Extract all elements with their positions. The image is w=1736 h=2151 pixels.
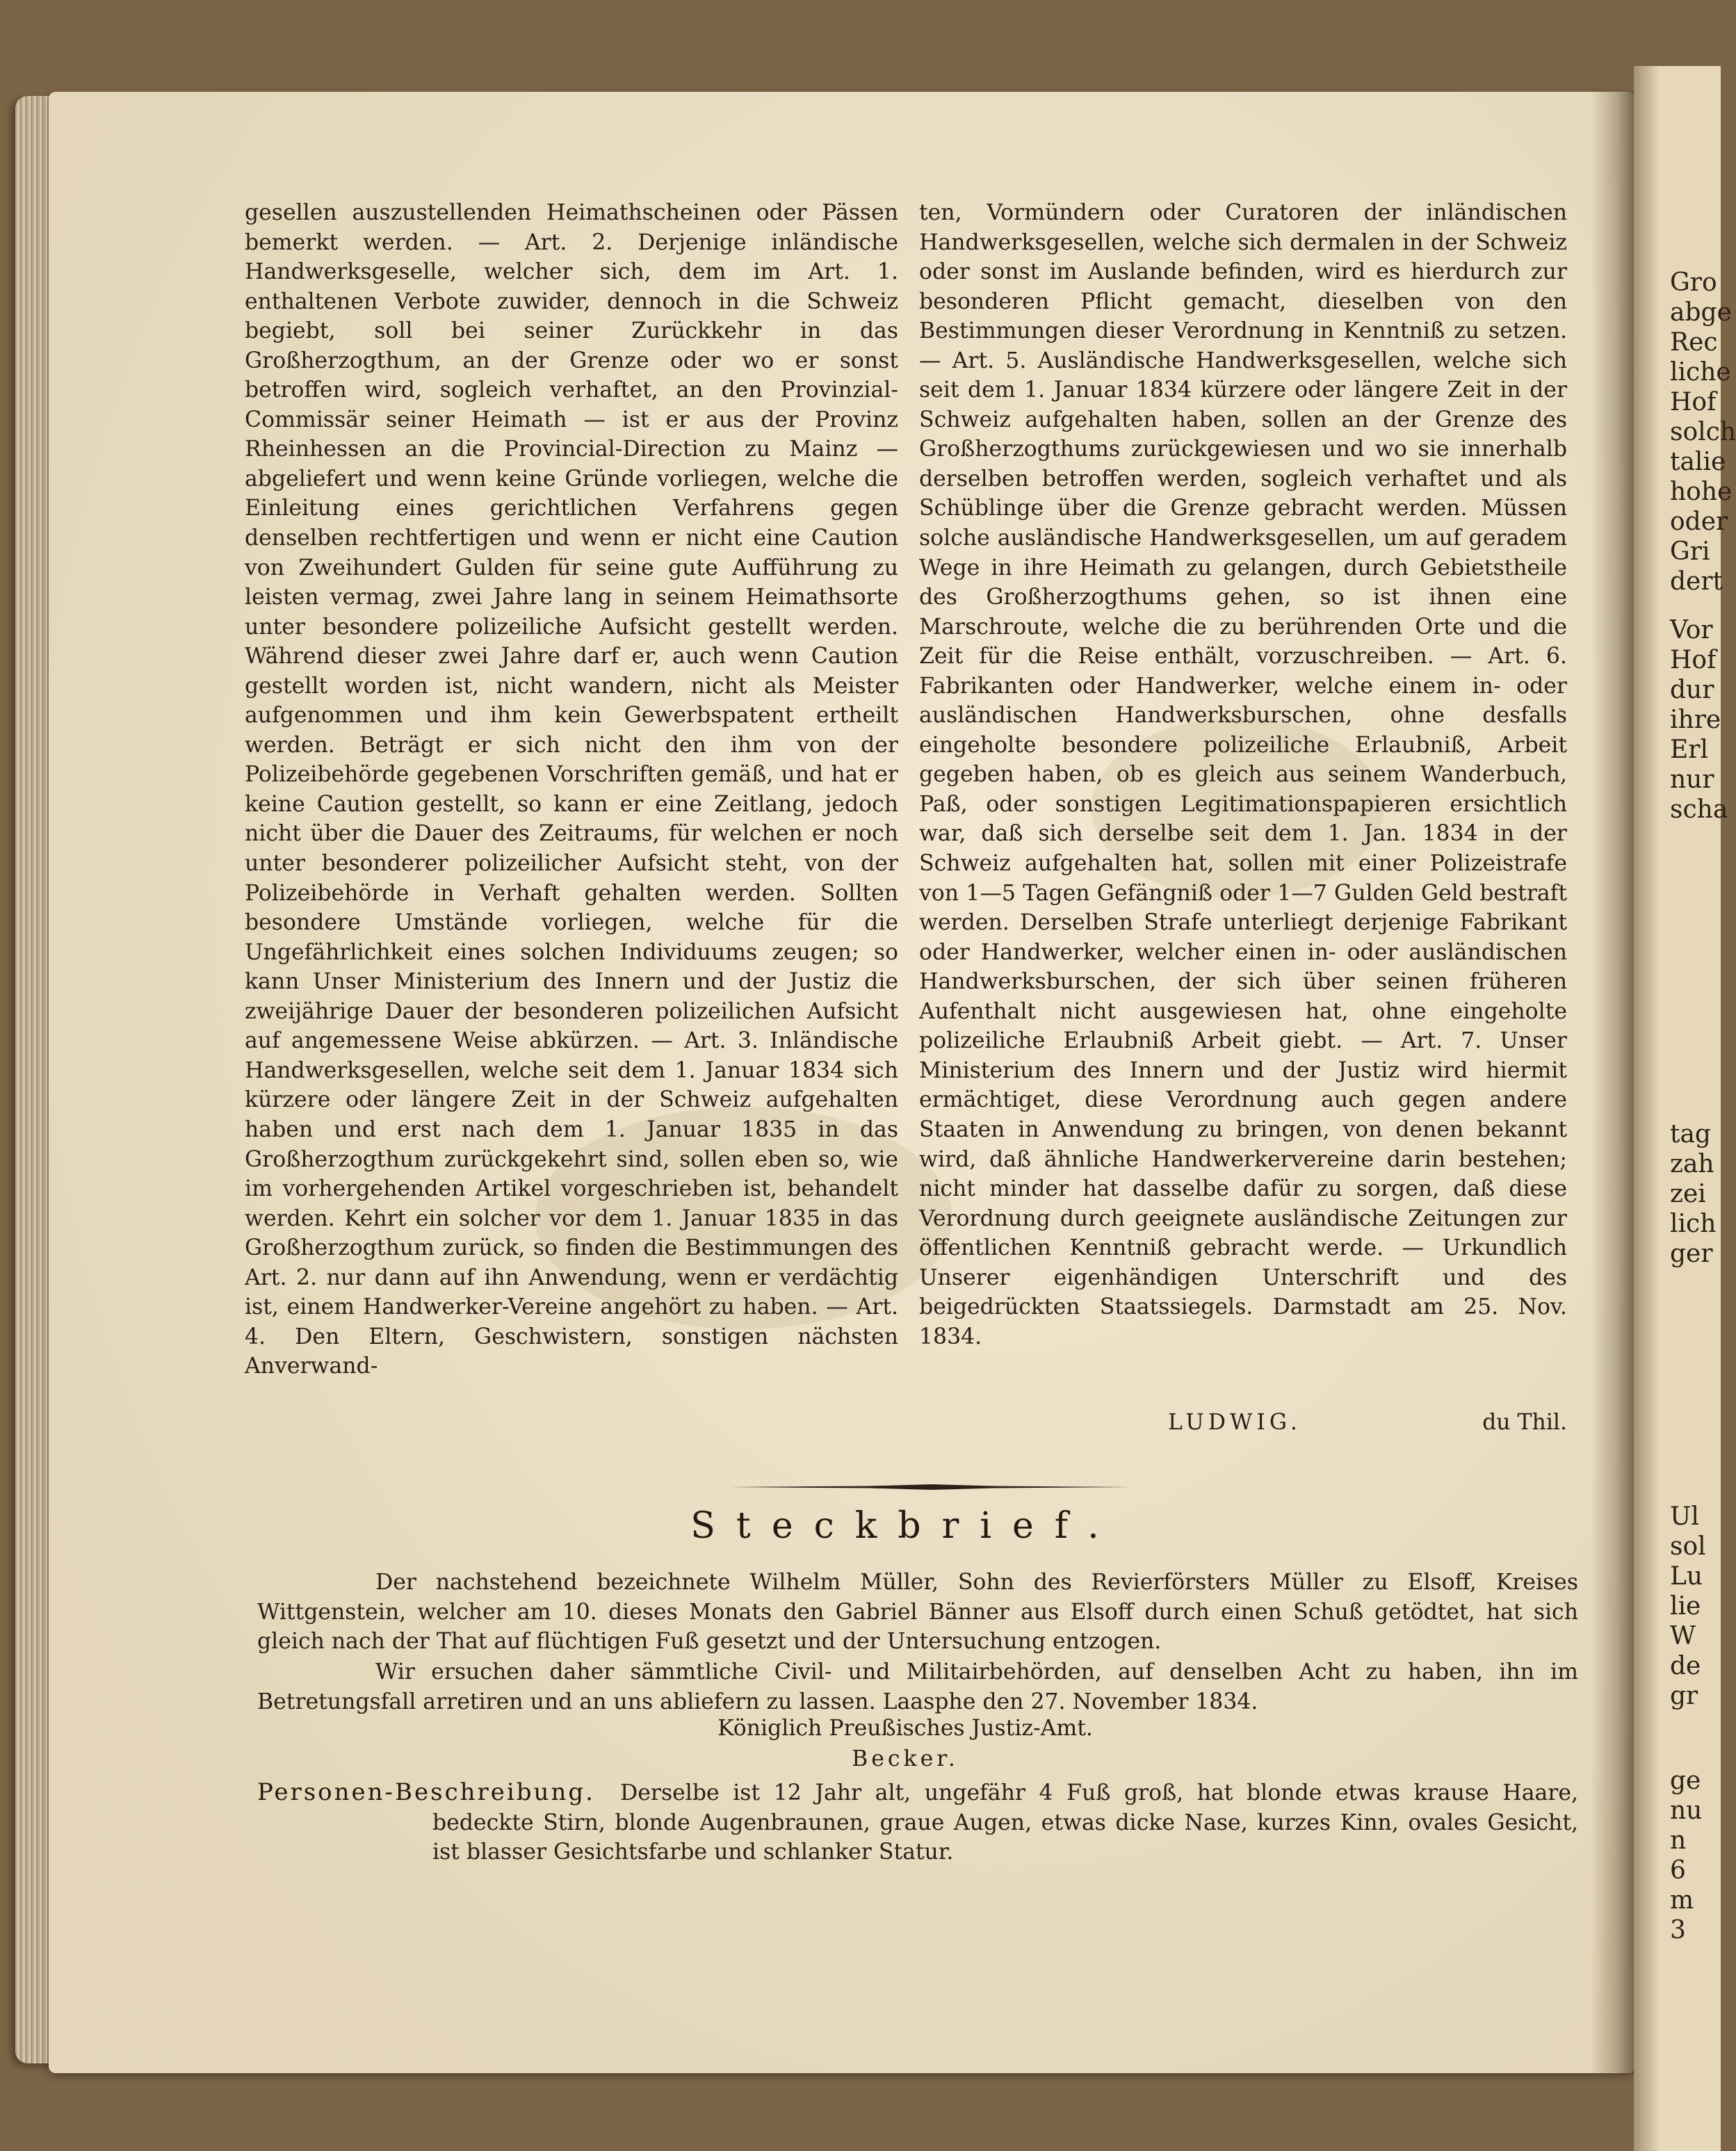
next-page-fragment: abge [1670,298,1732,327]
book-gutter [1591,92,1634,2073]
next-page-fragment: tag [1670,1120,1711,1148]
next-page-fragment: 6 [1670,1856,1686,1885]
next-page-fragment: dert [1670,567,1723,596]
next-page-fragment: nur [1670,765,1714,794]
steckbrief-paragraph-2: Wir ersuchen daher sämmtliche Civil- und Militairbehörden, auf denselben Acht zu haben, ihn im Betretungsfall arretiren und an uns abliefern zu lassen. Laasphe den 27. November 1834. [257,1659,1578,1714]
signature-name: LUDWIG. [1168,1410,1301,1435]
next-page-fragment: ge [1670,1767,1701,1795]
next-page-fragment: liche [1670,358,1731,387]
steckbrief-heading: Steckbrief. [690,1505,1120,1547]
next-page-fragment: gr [1670,1682,1698,1710]
decree-signature [1168,1410,1567,1435]
next-page-fragment: n [1670,1826,1687,1855]
steckbrief-paragraph-1: Der nachstehend bezeichnete Wilhelm Müller, Sohn des Revierförsters Müller zu Elsoff, Kreises Wittgenstein, welcher am 10. dieses Monats den Gabriel Bänner aus Elsoff durch einen Schuß getödtet, hat sich gleich nach der That auf flüchtigen Fuß gesetzt und der Untersuchung entzogen. [257,1570,1578,1654]
next-page-fragment: scha [1670,795,1728,824]
next-page-fragment: hohe [1670,478,1733,506]
steckbrief-signer: Becker. [852,1746,959,1771]
next-page-fragment: Hof [1670,646,1717,674]
next-page-fragment: de [1670,1652,1701,1680]
next-page-fragment: ihre [1670,706,1721,734]
right-column-text: ten, Vormündern oder Curatoren der inländischen Handwerksgesellen, welche sich dermalen in der Schweiz oder sonst im Auslande befinden, wird es hierdurch zur besonderen Pflicht gemacht, dieselben von den Bestimmungen dieser Verordnung in Kenntniß zu setzen. — Art. 5. Ausländische Handwerksgesellen, welche sich seit dem 1. Januar 1834 kürzere oder längere Zeit in der Schweiz aufgehalten haben, sollen an der Grenze des Großherzogthums zurückgewiesen und wo sie innerhalb derselben betroffen werden, sogleich verhaftet und als Schüblinge über die Grenze gebracht werden. Müssen solche ausländische Handwerksgesellen, um auf geradem Wege in ihre Heimath zu gelangen, durch Gebietstheile des Großherzogthums gehen, so ist ihnen eine Marschroute, welche die zu berührenden Orte und die Zeit für die Reise enthält, vorzuschreiben. — Art. 6. Fabrikanten oder Handwerker, welche einem in- oder ausländischen Handwerksburschen, ohne desfalls eingeholte besondere polizeiliche Erlaubniß, Arbeit gegeben haben, ob es gleich aus seinem Wanderbuch, Paß, oder sonstigen Legitimationspapieren ersichtlich war, daß sich derselbe seit dem 1. Jan. 1834 in der Schweiz aufgehalten hat, sollen mit einer Polizeistrafe von 1—5 Tagen Gefängniß oder 1—7 Gulden Geld bestraft werden. Derselben Strafe unterliegt derjenige Fabrikant oder Handwerker, welcher einen in- oder ausländischen Handwerksburschen, der sich über seinen früheren Aufenthalt nicht ausgewiesen hat, ohne eingeholte polizeiliche Erlaubniß Arbeit giebt. — Art. 7. Unser Ministerium des Innern und der Justiz wird hiermit ermächtiget, diese Verordnung auch gegen andere Staaten in Anwendung zu bringen, von denen bekannt wird, daß ähnliche Handwerkervereine darin bestehen; nicht minder hat dasselbe dafür zu sorgen, daß diese Verordnung durch geeignete ausländische Zeitungen zur öffentlichen Kenntniß gebracht werde. — Urkundlich Unserer eigenhändigen Unterschrift und des beigedrückten Staatssiegels. Darmstadt am 25. Nov. 1834. [919,200,1567,1349]
next-page-fragment: Ul [1670,1502,1699,1531]
next-page-fragment: Gri [1670,537,1710,566]
next-page-fragment: m [1670,1886,1694,1915]
next-page-fragment: sol [1670,1532,1706,1561]
next-page-fragment: ger [1670,1240,1713,1268]
next-page-fragment: dur [1670,676,1714,704]
section-divider-rule [730,1484,1133,1491]
next-page-edge [1634,66,1736,2151]
description-label: Personen-Beschreibung. [257,1778,595,1806]
signature-countersign: du Thil. [1482,1410,1567,1435]
next-page-fragment: Erl [1670,736,1709,764]
next-page-fragment: Lu [1670,1562,1703,1591]
next-page-fragment: zei [1670,1180,1706,1208]
next-page-fragment: lich [1670,1210,1717,1238]
next-page-fragment: nu [1670,1796,1703,1825]
next-page-fragment: Hof [1670,388,1717,416]
left-column-text: gesellen auszustellenden Heimathscheinen oder Pässen bemerkt werden. — Art. 2. Derjenige inländische Handwerksgeselle, welcher sich, dem im Art. 1. enthaltenen Verbote zuwider, dennoch in die Schweiz begiebt, soll bei seiner Zurückkehr in das Großherzogthum, an der Grenze oder wo er sonst betroffen wird, sogleich verhaftet, an den Provinzial-Commissär seiner Heimath — ist er aus der Provinz Rheinhessen an die Provincial-Direction zu Mainz — abgeliefert und wenn keine Gründe vorliegen, welche die Einleitung eines gerichtlichen Verfahrens gegen denselben rechtfertigen und wenn er nicht eine Caution von Zweihundert Gulden für seine gute Aufführung zu leisten vermag, zwei Jahre lang in seinem Heimathsorte unter besondere polizeiliche Aufsicht gestellt werden. Während dieser zwei Jahre darf er, auch wenn Caution gestellt worden ist, nicht wandern, nicht als Meister aufgenommen und ihm kein Gewerbspatent ertheilt werden. Beträgt er sich nicht den ihm von der Polizeibehörde gegebenen Vorschriften gemäß, und hat er keine Caution gestellt, so kann er eine Zeitlang, jedoch nicht über die Dauer des Zeitraums, für welchen er noch unter besonderer polizeilicher Aufsicht steht, von der Polizeibehörde in Verhaft gehalten werden. Sollten besondere Umstände vorliegen, welche für die Ungefährlichkeit eines solchen Individuums zeugen; so kann Unser Ministerium des Innern und der Justiz die zweijährige Dauer der besonderen polizeilichen Aufsicht auf angemessene Weise abkürzen. — Art. 3. Inländische Handwerksgesellen, welche seit dem 1. Januar 1834 sich kürzere oder längere Zeit in der Schweiz aufgehalten haben und erst nach dem 1. Januar 1835 in das Großherzogthum zurückgekehrt sind, sollen eben so, wie im vorhergehenden Artikel vorgeschrieben ist, behandelt werden. Kehrt ein solcher vor dem 1. Januar 1835 in das Großherzogthum zurück, so finden die Bestimmungen des Art. 2. nur dann auf ihn Anwendung, wenn er verdächtig ist, einem Handwerker-Vereine angehört zu haben. — Art. 4. Den Eltern, Geschwistern, sonstigen nächsten Anverwand- [245,200,898,1379]
next-page-fragment: Vor [1670,616,1713,644]
next-page-fragment: Gro [1670,268,1717,297]
next-page-fragment: oder [1670,508,1728,536]
next-page-fragment: W [1670,1622,1696,1650]
next-page-fragment: zah [1670,1150,1714,1178]
next-page-fragment: lie [1670,1592,1701,1621]
next-page-fragment: 3 [1670,1916,1686,1945]
next-page-fragment: talie [1670,448,1726,476]
steckbrief-authority: Königlich Preußisches Justiz-Amt. [717,1716,1093,1741]
next-page-fragment: Rec [1670,328,1718,357]
description-text: Derselbe ist 12 Jahr alt, ungefähr 4 Fuß groß, hat blonde etwas krause Haare, bedeckte Stirn, blonde Augenbraunen, graue Augen, etwas dicke Nase, kurzes Kinn, ovales Gesicht, ist blasser Gesichtsfarbe und schlanker Statur. [432,1780,1578,1865]
next-page-fragment: solch [1670,418,1736,446]
